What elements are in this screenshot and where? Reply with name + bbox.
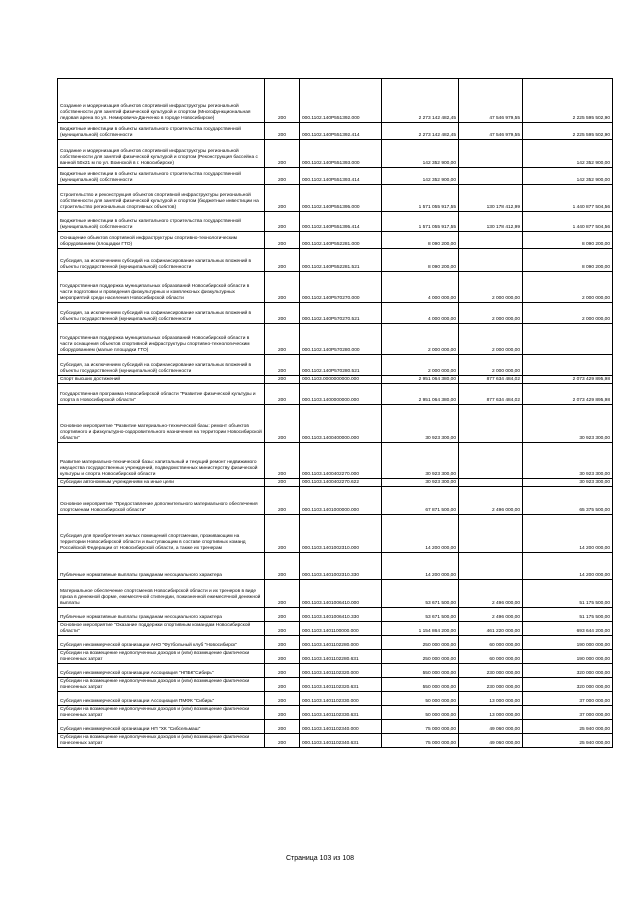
row-name: Строительство и реконструкция объектов спортивной инфраструктуры региональной собственности для занятий физической культурой и спортом (бюджетные инвестиции на строительство региональных спортивных объектов)	[58, 185, 265, 212]
row-kbk: 000.1103.1401006410.000	[300, 580, 382, 608]
row-name: Субсидия, за исключением субсидий на софинансирование капитальных вложений в объекты государственной (муниципальной) собственности	[58, 303, 265, 324]
row-amount-total: 75 000 000,00	[382, 720, 459, 734]
row-amount-executed: 2 496 000,00	[459, 608, 523, 622]
table-row	[58, 355, 613, 376]
row-amount-remaining: 2 225 595 502,90	[523, 79, 613, 123]
row-amount-total: 550 000 000,00	[382, 664, 459, 678]
row-amount-total: 2 951 064 380,00	[382, 384, 459, 405]
row-amount-total: 1 154 864 200,00	[382, 622, 459, 636]
row-kbk: 000.1102.140Р552281.521	[300, 249, 382, 272]
row-code: 200	[265, 608, 300, 622]
row-amount-executed	[459, 232, 523, 249]
row-kbk: 000.1102.140Р551395.000	[300, 185, 382, 212]
row-amount-remaining: 320 000 000,00	[523, 678, 613, 692]
row-amount-remaining: 2 073 429 895,98	[523, 384, 613, 405]
row-name: Субсидия, за исключением субсидий на софинансирование капитальных вложений в объекты государственной (муниципальной) собственности	[58, 355, 265, 376]
row-code: 200	[265, 443, 300, 479]
table-row	[58, 479, 613, 487]
table-row	[58, 664, 613, 678]
row-kbk: 000.1102.140Р570280.521	[300, 355, 382, 376]
row-amount-total: 2 951 064 380,00	[382, 376, 459, 384]
row-amount-total: 53 671 500,00	[382, 608, 459, 622]
row-code: 200	[265, 706, 300, 720]
row-name: Бюджетные инвестиции в объекты капитального строительства государственной (муниципальной) собственности	[58, 212, 265, 232]
row-name: Материальное обеспечение спортсменов Новосибирской области и их тренеров в виде приза в денежной форме, ежемесячной стипендии, пожизненной ежемесячной денежной выплаты	[58, 580, 265, 608]
row-name: Субсидии на возмещение недополученных доходов и (или) возмещение фактически понесенных затрат	[58, 706, 265, 720]
row-amount-remaining: 1 440 877 504,56	[523, 185, 613, 212]
row-amount-executed	[459, 553, 523, 580]
row-kbk: 000.1103.1401006410.330	[300, 608, 382, 622]
row-amount-total: 50 000 000,00	[382, 692, 459, 706]
row-code: 200	[265, 384, 300, 405]
row-name: Бюджетные инвестиции в объекты капитального строительства государственной (муниципальной) собственности	[58, 168, 265, 185]
row-amount-total: 67 871 500,00	[382, 487, 459, 515]
row-amount-remaining: 190 000 000,00	[523, 636, 613, 650]
row-amount-total: 30 923 300,00	[382, 405, 459, 443]
row-amount-executed: 2 496 000,00	[459, 487, 523, 515]
row-kbk: 000.1103.1401102280.000	[300, 636, 382, 650]
row-code: 200	[265, 232, 300, 249]
row-amount-remaining: 1 440 877 504,56	[523, 212, 613, 232]
table-row	[58, 79, 613, 123]
table-row	[58, 384, 613, 405]
row-amount-total: 30 923 300,00	[382, 479, 459, 487]
table-row	[58, 324, 613, 355]
table-row	[58, 553, 613, 580]
table-row	[58, 185, 613, 212]
row-name: Оснащение объектов спортивной инфраструктуры спортивно-технологическим оборудованием (площадки ГТО)	[58, 232, 265, 249]
row-code: 200	[265, 272, 300, 303]
row-amount-executed: 60 000 000,00	[459, 636, 523, 650]
table-row	[58, 622, 613, 636]
budget-table-body	[58, 79, 613, 748]
row-kbk: 000.1103.1401000000.000	[300, 487, 382, 515]
row-amount-total: 8 090 200,00	[382, 249, 459, 272]
table-row	[58, 272, 613, 303]
row-amount-total: 14 200 000,00	[382, 515, 459, 553]
row-code: 200	[265, 479, 300, 487]
row-code: 200	[265, 678, 300, 692]
row-amount-executed: 13 000 000,00	[459, 692, 523, 706]
row-name: Публичные нормативные выплаты гражданам несоциального характера	[58, 553, 265, 580]
row-amount-total: 142 352 900,00	[382, 168, 459, 185]
row-amount-remaining: 2 000 000,00	[523, 303, 613, 324]
row-kbk: 000.1103.1400402270.622	[300, 479, 382, 487]
row-amount-total: 250 000 000,00	[382, 636, 459, 650]
row-code: 200	[265, 515, 300, 553]
row-name: Субсидии на возмещение недополученных доходов и (или) возмещение фактически понесенных затрат	[58, 734, 265, 748]
row-name: Государственная поддержка муниципальных образований Новосибирской области в части оснащения объектов спортивной инфраструктуры спортивно-технологическим оборудованием (малые площадки ГТО)	[58, 324, 265, 355]
row-kbk: 000.1102.140Р551395.414	[300, 212, 382, 232]
row-name: Спорт высших достижений	[58, 376, 265, 384]
row-amount-executed: 877 634 484,02	[459, 384, 523, 405]
row-name: Государственная поддержка муниципальных образований Новосибирской области в части подготовки и проведения физкультурных и комплексных физкультурных мероприятий среди населения Новосибирской области	[58, 272, 265, 303]
row-code: 200	[265, 79, 300, 123]
row-amount-executed: 230 000 000,00	[459, 678, 523, 692]
row-amount-remaining: 30 923 300,00	[523, 479, 613, 487]
row-amount-remaining: 2 225 595 502,90	[523, 123, 613, 140]
table-row	[58, 168, 613, 185]
table-row	[58, 580, 613, 608]
table-row	[58, 636, 613, 650]
row-code: 200	[265, 185, 300, 212]
row-code: 200	[265, 355, 300, 376]
row-code: 200	[265, 553, 300, 580]
row-amount-executed	[459, 405, 523, 443]
row-amount-executed: 130 178 412,99	[459, 185, 523, 212]
row-code: 200	[265, 487, 300, 515]
table-row	[58, 303, 613, 324]
row-amount-executed: 2 000 000,00	[459, 355, 523, 376]
row-amount-remaining: 37 000 000,00	[523, 706, 613, 720]
row-amount-executed: 2 496 000,00	[459, 580, 523, 608]
table-row	[58, 212, 613, 232]
row-code: 200	[265, 249, 300, 272]
row-amount-total: 250 000 000,00	[382, 650, 459, 664]
row-amount-total: 50 000 000,00	[382, 706, 459, 720]
page-footer: Страница 103 из 108	[285, 855, 355, 862]
row-name: Основное мероприятие "Оказание поддержки спортивным командам Новосибирской области"	[58, 622, 265, 636]
row-amount-remaining: 142 352 900,00	[523, 140, 613, 168]
row-amount-remaining: 320 000 000,00	[523, 664, 613, 678]
row-code: 200	[265, 168, 300, 185]
row-kbk: 000.1103.1400000000.000	[300, 384, 382, 405]
row-amount-executed: 461 220 000,00	[459, 622, 523, 636]
table-row	[58, 123, 613, 140]
row-code: 200	[265, 580, 300, 608]
row-name: Публичные нормативные выплаты гражданам несоциального характера	[58, 608, 265, 622]
row-amount-remaining: 51 175 500,00	[523, 608, 613, 622]
row-code: 200	[265, 324, 300, 355]
row-amount-executed: 877 634 484,02	[459, 376, 523, 384]
row-amount-executed: 2 000 000,00	[459, 272, 523, 303]
row-name: Государственная программа Новосибирской области "Развитие физической культуры и спорта в Новосибирской области"	[58, 384, 265, 405]
row-kbk: 000.1103.1401002310.000	[300, 515, 382, 553]
row-amount-total: 2 000 000,00	[382, 324, 459, 355]
row-amount-remaining: 51 175 500,00	[523, 580, 613, 608]
row-kbk: 000.1102.140Р570270.000	[300, 272, 382, 303]
row-amount-remaining: 142 352 900,00	[523, 168, 613, 185]
row-amount-executed	[459, 443, 523, 479]
row-kbk: 000.1103.1401102340.000	[300, 720, 382, 734]
row-code: 200	[265, 734, 300, 748]
row-amount-remaining: 693 644 200,00	[523, 622, 613, 636]
row-kbk: 000.1102.140Р570270.521	[300, 303, 382, 324]
row-name: Бюджетные инвестиции в объекты капитального строительства государственной (муниципальной) собственности	[58, 123, 265, 140]
row-kbk: 000.1102.140Р551392.000	[300, 79, 382, 123]
row-amount-executed	[459, 168, 523, 185]
row-code: 200	[265, 636, 300, 650]
row-amount-executed	[459, 140, 523, 168]
row-name: Субсидия, за исключением субсидий на софинансирование капитальных вложений в объекты государственной (муниципальной) собственности	[58, 249, 265, 272]
row-amount-total: 2 273 142 482,45	[382, 123, 459, 140]
table-row	[58, 405, 613, 443]
row-amount-total: 53 671 500,00	[382, 580, 459, 608]
row-amount-remaining	[523, 355, 613, 376]
row-amount-remaining: 14 200 000,00	[523, 553, 613, 580]
row-amount-total: 1 571 055 917,55	[382, 212, 459, 232]
table-row	[58, 140, 613, 168]
row-name: Субсидия некоммерческой организации АНО "Футбольный клуб "Новосибирск"	[58, 636, 265, 650]
row-amount-executed: 47 546 979,55	[459, 79, 523, 123]
row-name: Субсидия некоммерческой организации НП "ХК "Сибсельмаш"	[58, 720, 265, 734]
row-amount-executed: 2 000 000,00	[459, 324, 523, 355]
row-kbk: 000.1103.1400402270.000	[300, 443, 382, 479]
row-amount-remaining: 30 923 300,00	[523, 443, 613, 479]
row-amount-total: 75 000 000,00	[382, 734, 459, 748]
row-code: 200	[265, 212, 300, 232]
row-code: 200	[265, 303, 300, 324]
row-amount-remaining: 8 090 200,00	[523, 249, 613, 272]
row-amount-remaining: 25 940 000,00	[523, 720, 613, 734]
table-row	[58, 608, 613, 622]
row-amount-executed: 13 000 000,00	[459, 706, 523, 720]
table-row	[58, 376, 613, 384]
table-row	[58, 232, 613, 249]
row-name: Основное мероприятие "Развитие материально-технической базы: ремонт объектов спортивного и физкультурно-оздоровительного назначения на территории Новосибирской области"	[58, 405, 265, 443]
table-row	[58, 706, 613, 720]
row-name: Субсидии на возмещение недополученных доходов и (или) возмещение фактически понесенных затрат	[58, 678, 265, 692]
row-amount-executed: 49 060 000,00	[459, 734, 523, 748]
row-code: 200	[265, 123, 300, 140]
budget-table	[57, 78, 613, 748]
row-kbk: 000.1102.140Р551393.000	[300, 140, 382, 168]
row-code: 200	[265, 376, 300, 384]
row-name: Создание и модернизация объектов спортивной инфраструктуры региональной собственности для занятий физической культурой и спортом (Реконструкция бассейна с ванной 50х21 м по ул. Воинской в г. Новосибирске)	[58, 140, 265, 168]
row-kbk: 000.1103.1401102320.631	[300, 678, 382, 692]
row-amount-executed	[459, 515, 523, 553]
row-kbk: 000.1103.1401102330.000	[300, 692, 382, 706]
row-kbk: 000.1103.1401102330.631	[300, 706, 382, 720]
row-amount-executed: 130 178 412,99	[459, 212, 523, 232]
row-amount-executed: 2 000 000,00	[459, 303, 523, 324]
table-row	[58, 515, 613, 553]
row-amount-executed: 60 000 000,00	[459, 650, 523, 664]
row-kbk: 000.1103.1401102280.631	[300, 650, 382, 664]
row-code: 200	[265, 720, 300, 734]
row-kbk: 000.1102.140Р551393.414	[300, 168, 382, 185]
row-amount-total: 4 000 000,00	[382, 303, 459, 324]
row-name: Субсидия для приобретения жилых помещений спортсменам, проживающим на территории Новосибирской области и выступающим в составе спортивных команд Российской Федерации от Новосибирской области, а также их тренерам	[58, 515, 265, 553]
table-row	[58, 692, 613, 706]
row-amount-total: 2 273 142 482,45	[382, 79, 459, 123]
row-code: 200	[265, 692, 300, 706]
row-kbk: 000.1102.140Р551392.414	[300, 123, 382, 140]
row-name: Субсидии на возмещение недополученных доходов и (или) возмещение фактически понесенных затрат	[58, 650, 265, 664]
row-kbk: 000.1102.140Р552281.000	[300, 232, 382, 249]
row-amount-executed: 47 546 979,55	[459, 123, 523, 140]
row-kbk: 000.1103.1401102320.000	[300, 664, 382, 678]
row-amount-total: 1 571 055 917,55	[382, 185, 459, 212]
row-name: Субсидия некоммерческой организации Ассоциация "НПБК"Сибирь"	[58, 664, 265, 678]
row-amount-total: 14 200 000,00	[382, 553, 459, 580]
row-kbk: 000.1103.1401102340.631	[300, 734, 382, 748]
row-amount-total: 2 000 000,00	[382, 355, 459, 376]
row-code: 200	[265, 140, 300, 168]
row-amount-remaining: 25 940 000,00	[523, 734, 613, 748]
row-amount-remaining: 37 000 000,00	[523, 692, 613, 706]
row-amount-executed	[459, 249, 523, 272]
table-row	[58, 249, 613, 272]
row-kbk: 000.1102.140Р570280.000	[300, 324, 382, 355]
row-amount-total: 30 923 300,00	[382, 443, 459, 479]
row-code: 200	[265, 650, 300, 664]
row-amount-total: 4 000 000,00	[382, 272, 459, 303]
row-amount-remaining: 2 073 429 895,98	[523, 376, 613, 384]
row-code: 200	[265, 622, 300, 636]
row-amount-total: 8 090 200,00	[382, 232, 459, 249]
row-amount-remaining: 2 000 000,00	[523, 272, 613, 303]
table-row	[58, 443, 613, 479]
row-amount-total: 142 352 900,00	[382, 140, 459, 168]
row-amount-executed: 230 000 000,00	[459, 664, 523, 678]
row-kbk: 000.1103.1401002310.330	[300, 553, 382, 580]
row-amount-total: 550 000 000,00	[382, 678, 459, 692]
table-row	[58, 734, 613, 748]
table-row	[58, 678, 613, 692]
row-name: Субсидии автономным учреждениям на иные цели	[58, 479, 265, 487]
row-amount-executed: 49 060 000,00	[459, 720, 523, 734]
row-name: Создание и модернизация объектов спортивной инфраструктуры региональной собственности для занятий физической культурой и спортом (Многофункциональная ледовая арена по ул. Немировича-Данченко в городе Новосибирске)	[58, 79, 265, 123]
row-amount-remaining: 30 923 300,00	[523, 405, 613, 443]
row-amount-remaining	[523, 324, 613, 355]
row-name: Субсидия некоммерческой организации Ассоциация ПМФК "Сибирь"	[58, 692, 265, 706]
row-amount-remaining: 14 200 000,00	[523, 515, 613, 553]
row-amount-remaining: 190 000 000,00	[523, 650, 613, 664]
row-amount-executed	[459, 479, 523, 487]
row-kbk: 000.1103.1400400000.000	[300, 405, 382, 443]
row-kbk: 000.1103.0000000000.000	[300, 376, 382, 384]
row-name: Основное мероприятие "Предоставление дополнительного материального обеспечения спортсменам Новосибирской области"	[58, 487, 265, 515]
row-amount-remaining: 65 375 500,00	[523, 487, 613, 515]
row-amount-remaining: 8 090 200,00	[523, 232, 613, 249]
table-row	[58, 650, 613, 664]
table-row	[58, 720, 613, 734]
row-kbk: 000.1103.1401100000.000	[300, 622, 382, 636]
row-code: 200	[265, 664, 300, 678]
row-name: Развитие материально-технической базы: капитальный и текущий ремонт недвижимого имущества государственных учреждений, подведомственных министерству физической культуры и спорта Новосибирской области	[58, 443, 265, 479]
row-code: 200	[265, 405, 300, 443]
table-row	[58, 487, 613, 515]
